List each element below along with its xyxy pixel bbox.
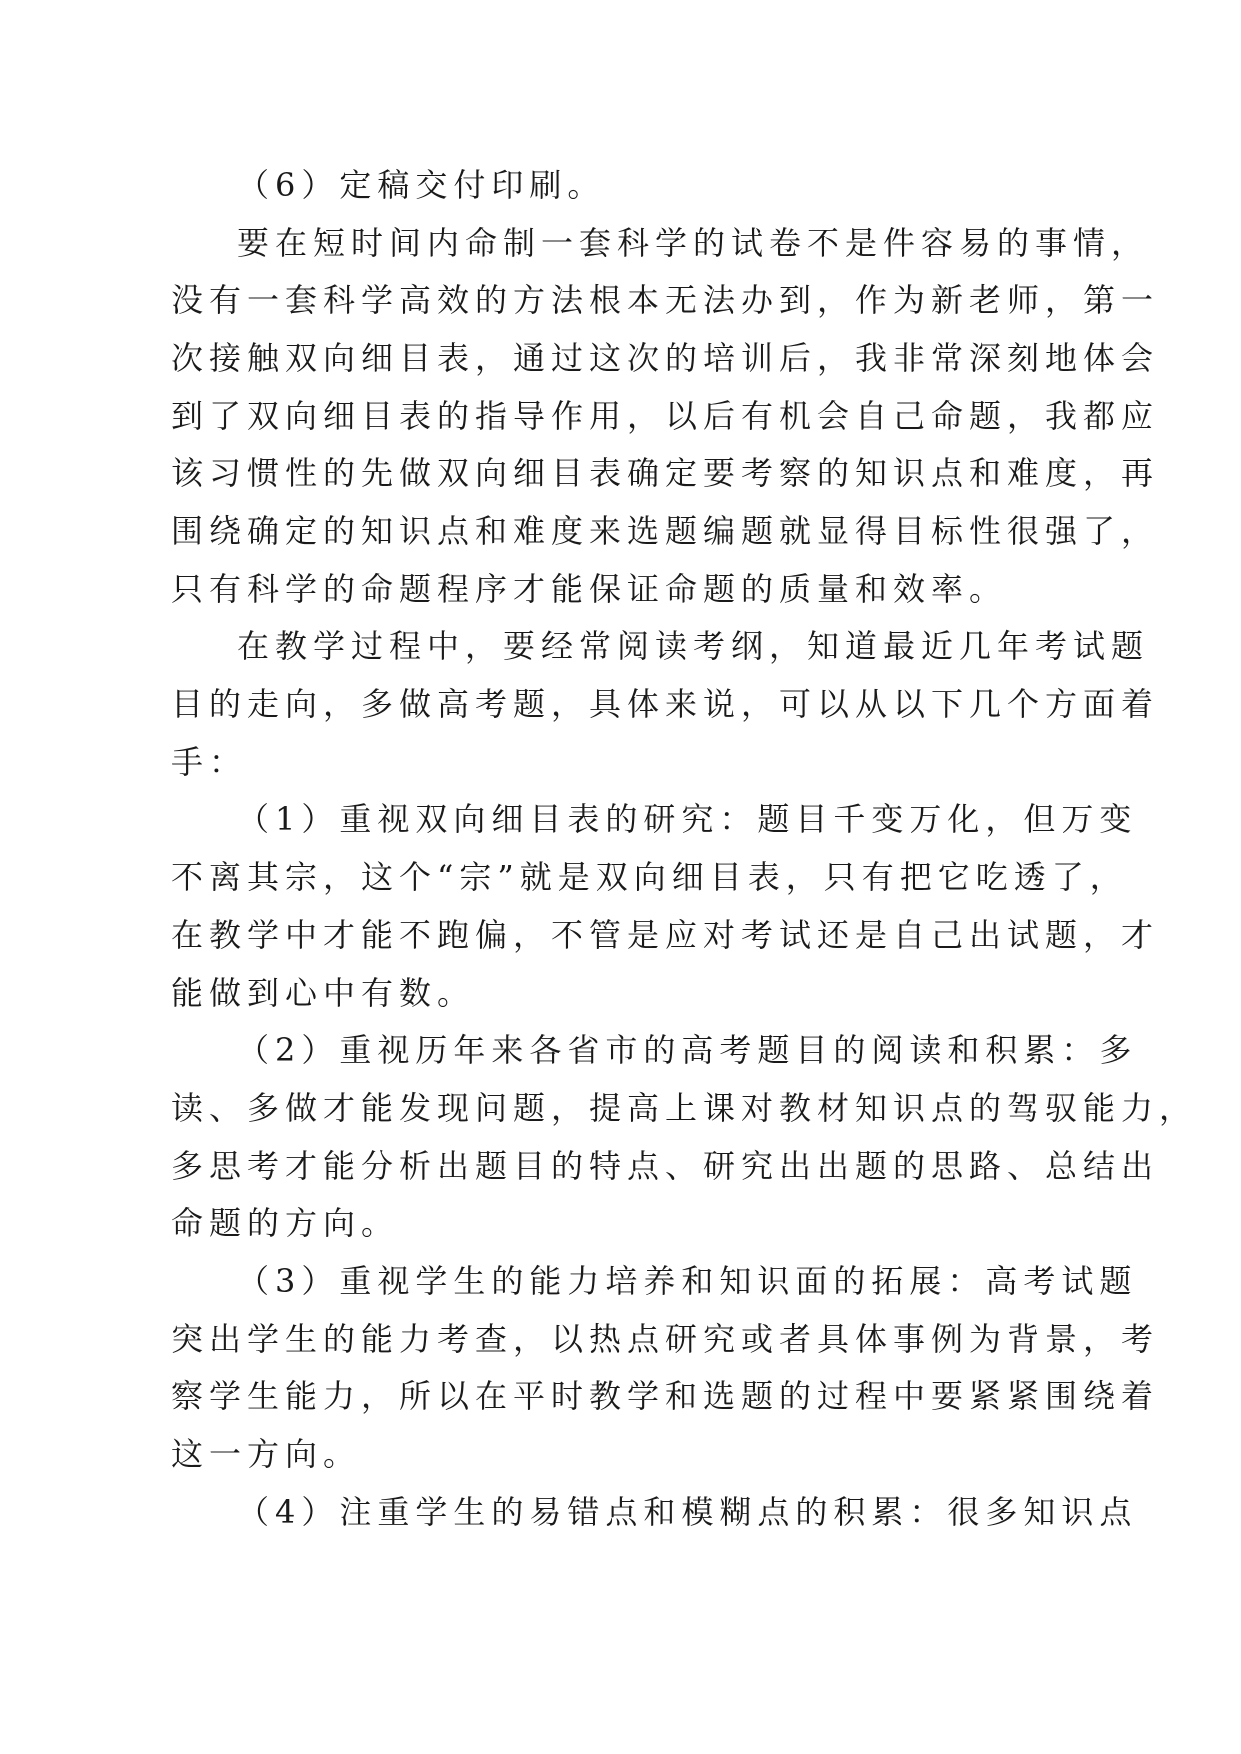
text-line: 到了双向细目表的指导作用，以后有机会自己命题，我都应	[171, 397, 1160, 435]
text-line: （4）注重学生的易错点和模糊点的积累：很多知识点	[237, 1493, 1138, 1531]
text-line: 只有科学的命题程序才能保证命题的质量和效率。	[171, 570, 1008, 608]
text-line: （1）重视双向细目表的研究：题目千变万化，但万变	[237, 800, 1138, 838]
text-line: 察学生能力，所以在平时教学和选题的过程中要紧紧围绕着	[171, 1377, 1160, 1415]
text-line: 读、多做才能发现问题，提高上课对教材知识点的驾驭能力，	[171, 1089, 1198, 1127]
text-line: 突出学生的能力考查，以热点研究或者具体事例为背景，考	[171, 1320, 1160, 1358]
text-line: 能做到心中有数。	[171, 974, 476, 1012]
text-line: 要在短时间内命制一套科学的试卷不是件容易的事情，	[237, 224, 1150, 262]
text-line: （3）重视学生的能力培养和知识面的拓展：高考试题	[237, 1262, 1138, 1300]
text-line: （6）定稿交付印刷。	[237, 166, 606, 204]
text-line: 在教学中才能不跑偏，不管是应对考试还是自己出试题，才	[171, 916, 1160, 954]
text-line: 没有一套科学高效的方法根本无法办到，作为新老师，第一	[171, 281, 1160, 319]
text-line: 围绕确定的知识点和难度来选题编题就显得目标性很强了，	[171, 512, 1160, 550]
text-line: 该习惯性的先做双向细目表确定要考察的知识点和难度，再	[171, 454, 1160, 492]
text-line: 命题的方向。	[171, 1204, 400, 1242]
text-line: 不离其宗，这个“宗”就是双向细目表，只有把它吃透了，	[171, 858, 1128, 896]
text-line: 在教学过程中，要经常阅读考纲，知道最近几年考试题	[237, 627, 1150, 665]
text-line: （2）重视历年来各省市的高考题目的阅读和积累：多	[237, 1031, 1138, 1069]
text-line: 多思考才能分析出题目的特点、研究出出题的思路、总结出	[171, 1147, 1160, 1185]
text-line: 手：	[171, 743, 248, 781]
text-line: 这一方向。	[171, 1435, 362, 1473]
text-line: 次接触双向细目表，通过这次的培训后，我非常深刻地体会	[171, 339, 1160, 377]
text-line: 目的走向，多做高考题，具体来说，可以从以下几个方面着	[171, 685, 1160, 723]
